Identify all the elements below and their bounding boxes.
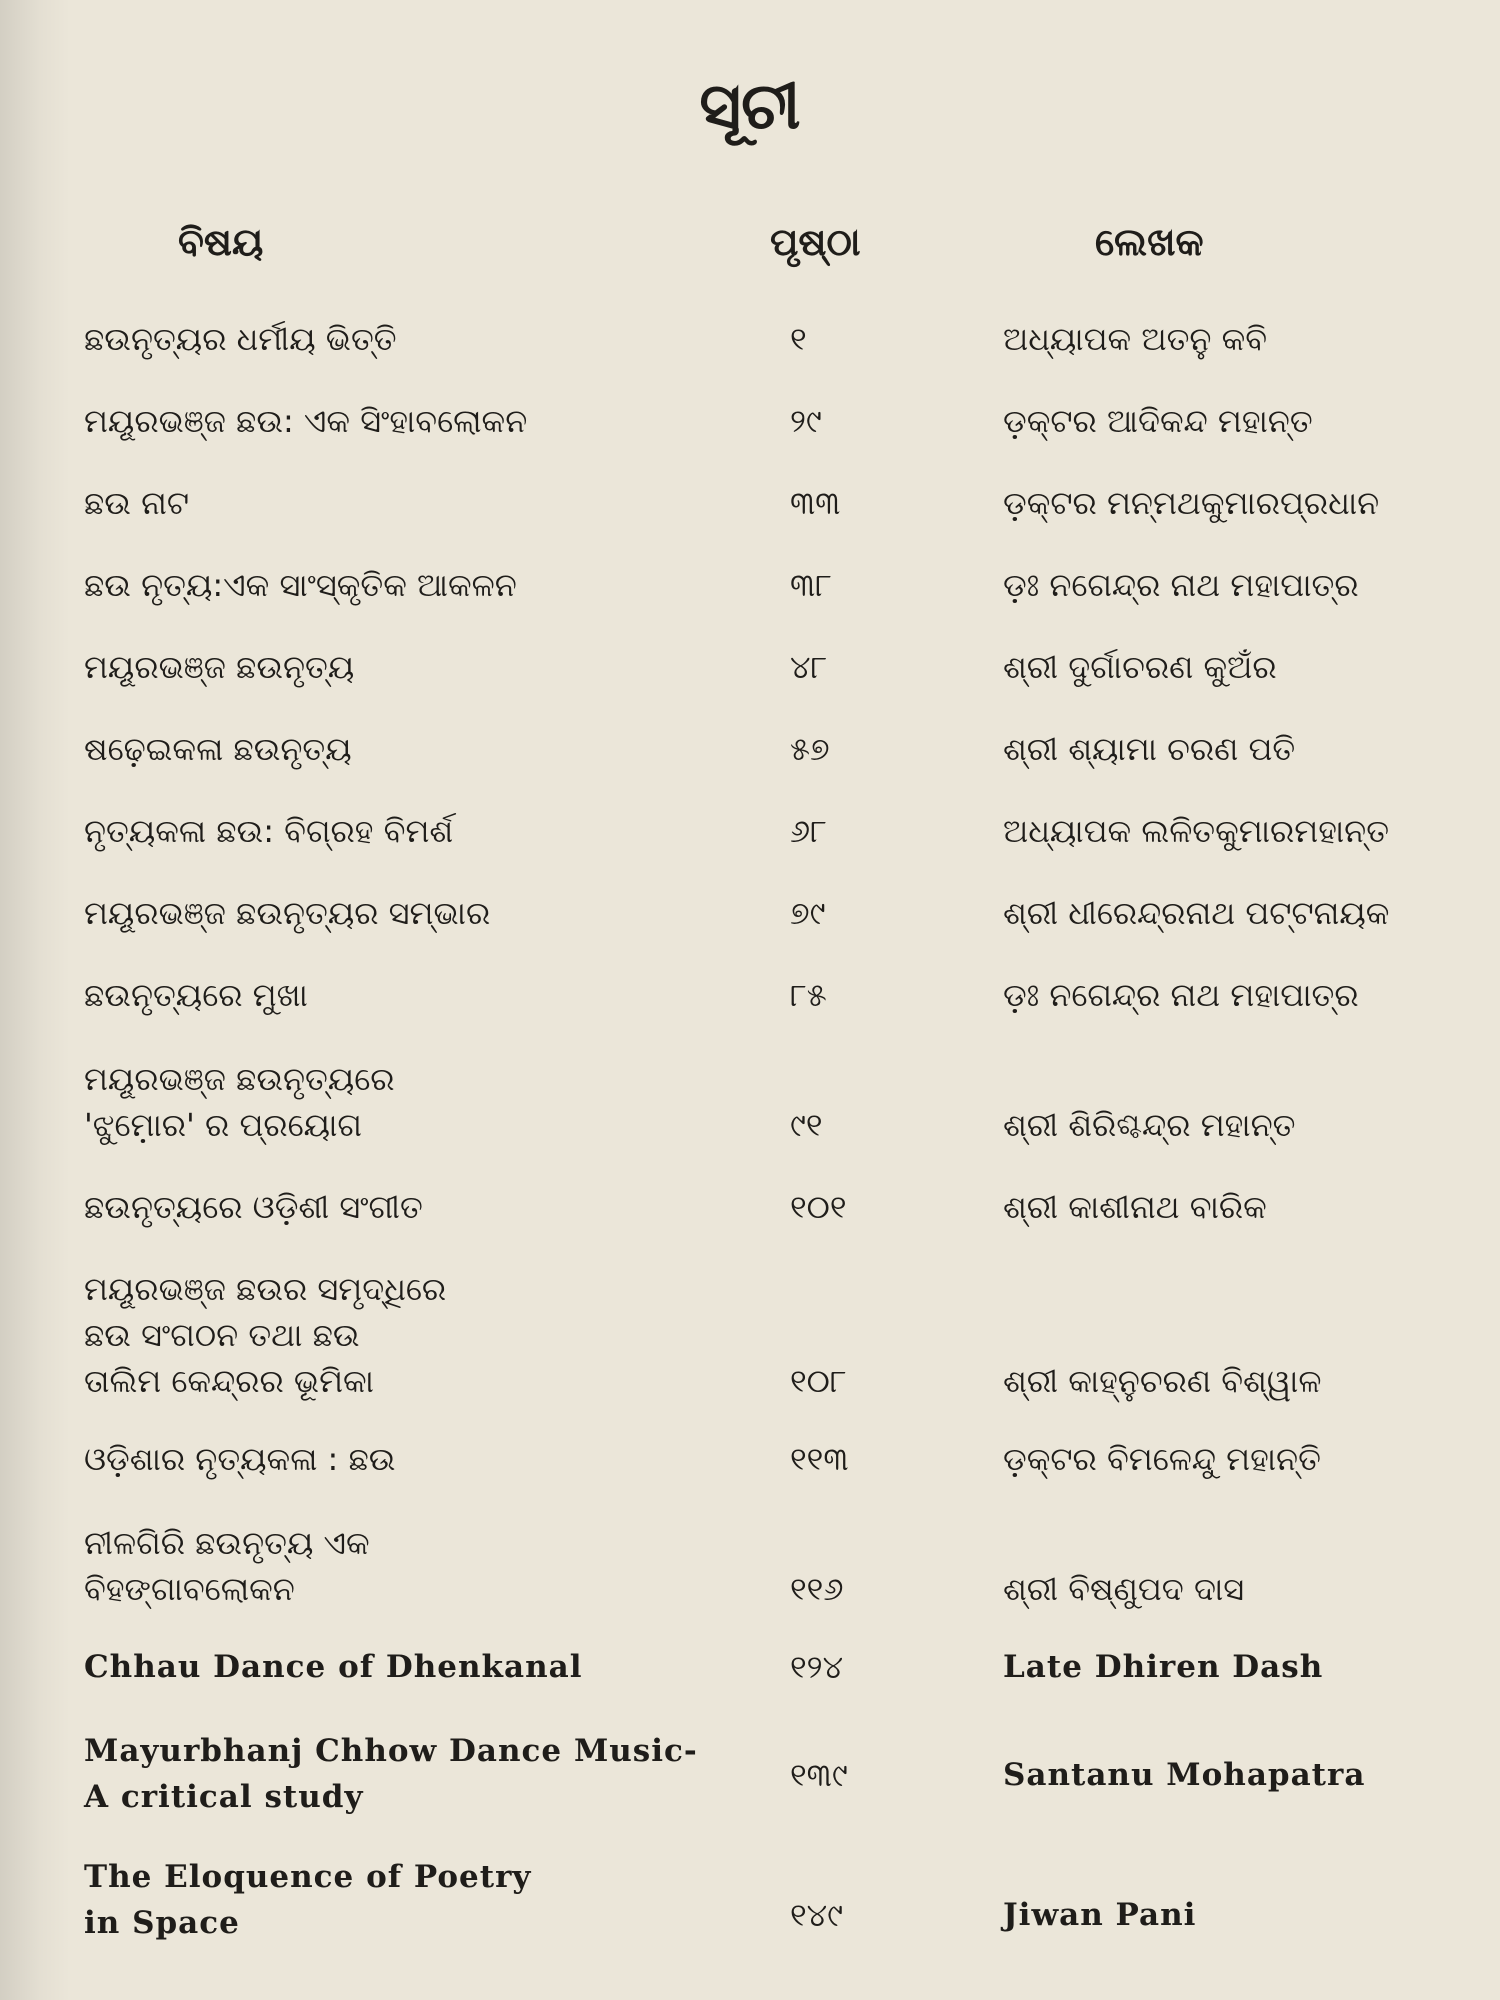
toc-author: ଡ଼କ୍ଟର ବିମଳେନ୍ଦୁ ମହାନ୍ତି [1003,1440,1321,1478]
toc-author: ଡ଼କ୍ଟର ମନ୍ମଥକୁମାରପ୍ରଧାନ [1003,484,1380,522]
toc-author: ଶ୍ରୀ ଦୁର୍ଗାଚରଣ କୁଅଁର [1003,648,1277,686]
toc-author: Jiwan Pani [1003,1897,1197,1933]
toc-subject: The Eloquence of Poetry in Space [84,1859,532,1941]
toc-page: ୭୯ [790,894,826,932]
toc-page: ୫୭ [790,730,830,768]
toc-author: ଡ଼ଃ ନଗେନ୍ଦ୍ର ନାଥ ମହାପାତ୍ର [1003,566,1359,604]
header-author: ଲେଖକ [1095,220,1204,264]
header-subject: ବିଷୟ [178,220,264,264]
toc-subject: ଛଉନୃତ୍ୟରେ ମୁଖା [84,976,308,1014]
toc-page: ୧୨୪ [790,1648,844,1686]
toc-author: ଶ୍ରୀ ଶିରିଶ୍ଚନ୍ଦ୍ର ମହାନ୍ତ [1003,1106,1296,1144]
toc-author: ଅଧ୍ୟାପକ ଅତନୁ କବି [1003,320,1268,358]
toc-page: ୧୦୮ [790,1362,847,1400]
toc-page: ୧୧୬ [790,1570,844,1608]
toc-page: ୧୦୧ [790,1188,847,1226]
toc-subject: ଛଉନୃତ୍ୟରେ ଓଡ଼ିଶୀ ସଂଗୀତ [84,1188,423,1226]
toc-subject: Mayurbhanj Chhow Dance Music- A critical study [84,1733,698,1815]
toc-subject: ଷଢ଼େଇକଳା ଛଉନୃତ୍ୟ [84,730,352,768]
toc-subject: ମୟୂରଭଞ୍ଜ ଛଉନୃତ୍ୟରେ 'ଝୁମୋ଼ର' ର ପ୍ରୟୋଗ [84,1060,395,1144]
toc-page: ୮୫ [790,976,827,1014]
toc-subject: ଛଉ ନାଟ [84,484,190,522]
toc-subject: Chhau Dance of Dhenkanal [84,1649,583,1685]
toc-page: ୪୮ [790,648,828,686]
toc-author: ଡ଼କ୍ଟର ଆଦିକନ୍ଦ ମହାନ୍ତ [1003,402,1313,440]
toc-subject: ଛଉନୃତ୍ୟର ଧର୍ମୀୟ ଭିତ୍ତି [84,320,397,358]
toc-author: ଅଧ୍ୟାପକ ଲଳିତକୁମାରମହାନ୍ତ [1003,812,1390,850]
toc-author: Santanu Mohapatra [1003,1757,1366,1793]
toc-author: ଶ୍ରୀ ଧୀରେନ୍ଦ୍ରନାଥ ପଟ୍ଟନାୟକ [1003,894,1390,932]
toc-page: ୧୪୯ [790,1896,844,1934]
toc-author: ଶ୍ରୀ ଶ୍ୟାମା ଚରଣ ପତି [1003,730,1296,768]
toc-subject: ମୟୂରଭଞ୍ଜ ଛଉନୃତ୍ୟର ସମ୍ଭାର [84,894,491,932]
toc-page: ୩୮ [790,566,832,604]
toc-author: ଶ୍ରୀ କାଶୀନାଥ ବାରିକ [1003,1188,1267,1226]
toc-subject: ନୃତ୍ୟକଳା ଛଉ: ବିଗ୍ରହ ବିମର୍ଶ [84,812,454,850]
toc-page: ୯୧ [790,1106,823,1144]
toc-page: ୬୮ [790,812,827,850]
toc-subject: ଛଉ ନୃତ୍ୟ:ଏକ ସାଂସ୍କୃତିକ ଆକଳନ [84,566,517,604]
toc-author: Late Dhiren Dash [1003,1649,1324,1685]
toc-page: ୧୧୩ [790,1440,849,1478]
toc-author: ଶ୍ରୀ ବିଷ୍ଣୁପଦ ଦାସ [1003,1570,1245,1608]
toc-page: ୩୩ [790,484,841,522]
toc-subject: ମୟୂରଭଞ୍ଜ ଛଉର ସମୃଦ୍ଧିରେ ଛଉ ସଂଗଠନ ତଥା ଛଉ ତାଲିମ କେନ୍ଦ୍ରର ଭୂମିକା [84,1270,447,1400]
toc-subject: ନୀଳଗିରି ଛଉନୃତ୍ୟ ଏକ ବିହଙ୍ଗାବଲୋକନ [84,1524,370,1608]
toc-page: ୧ [790,320,807,358]
toc-author: ଡ଼ଃ ନଗେନ୍ଦ୍ର ନାଥ ମହାପାତ୍ର [1003,976,1359,1014]
toc-author: ଶ୍ରୀ କାହ୍ନୁଚରଣ ବିଶ୍ୱାଳ [1003,1362,1322,1400]
toc-subject: ମୟୂରଭଞ୍ଜ ଛଉନୃତ୍ୟ [84,648,355,686]
toc-page: ୧୩୯ [790,1756,848,1794]
toc-subject: ମୟୂରଭଞ୍ଜ ଛଉ: ଏକ ସିଂହାବଲୋକନ [84,402,528,440]
header-page: ପୃଷ୍ଠା [770,220,861,264]
page-title: ସୂଚୀ [699,70,801,144]
toc-subject: ଓଡ଼ିଶାର ନୃତ୍ୟକଳା : ଛଉ [84,1440,396,1478]
toc-page: ୨୯ [790,402,822,440]
